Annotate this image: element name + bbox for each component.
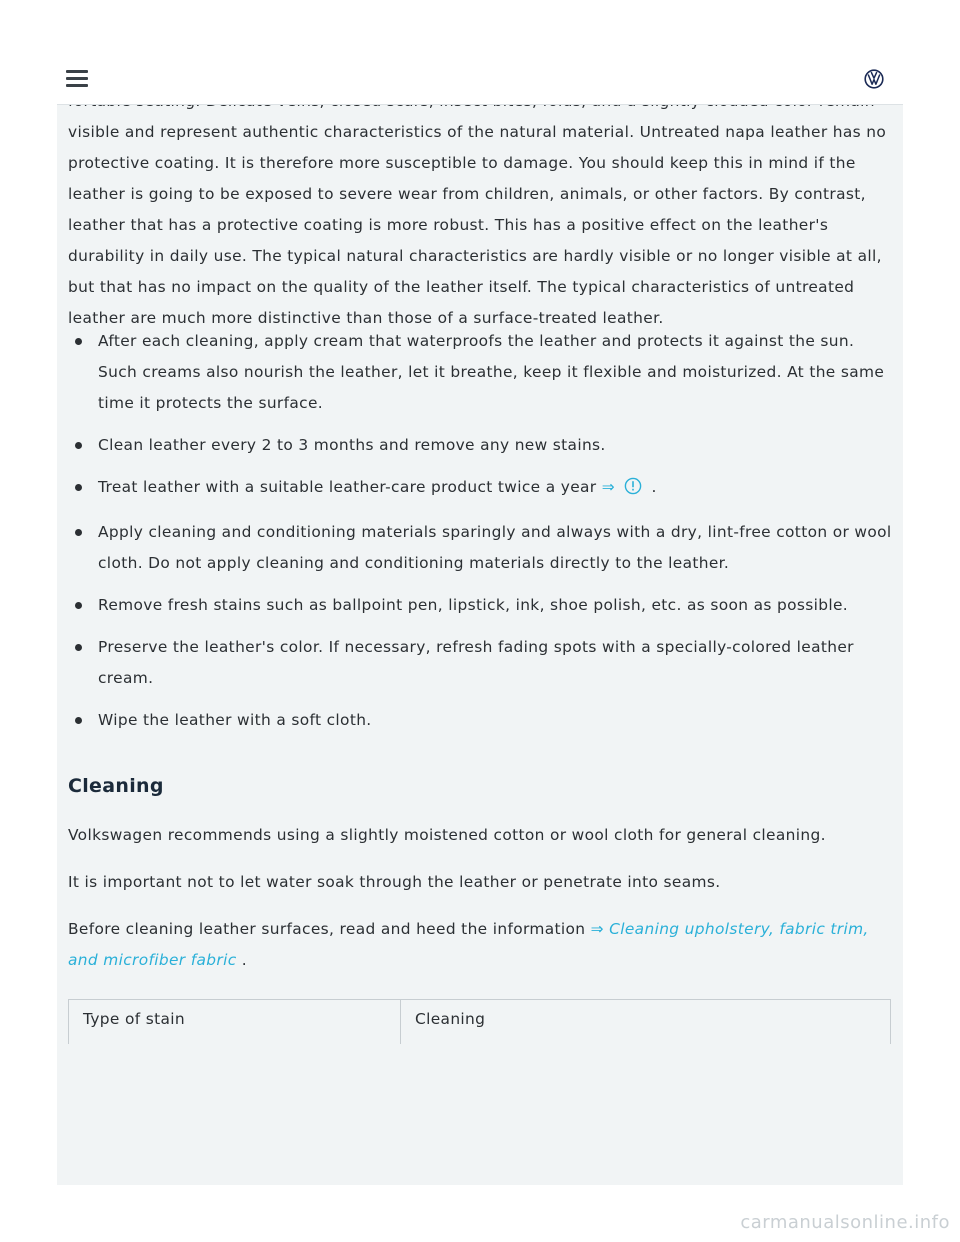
top-whitespace <box>57 0 903 56</box>
cleaning-paragraph-3: Before cleaning leather surfaces, read and heed the information ⇒ Cleaning upholstery, fabric trim, and microfiber fabric . <box>68 920 869 969</box>
list-item: After each cleaning, apply cream that waterproofs the leather and protects it against the sun. Such creams also nourish the leather, let it breathe, keep it flexible and moisturized. At the same time it protects the surface. <box>68 326 898 419</box>
table-header-cleaning: Cleaning <box>400 1000 891 1044</box>
table-header-type-of-stain: Type of stain <box>68 1000 400 1044</box>
vw-logo-icon[interactable] <box>864 69 884 89</box>
top-bar <box>57 56 903 105</box>
cleaning-upholstery-link[interactable]: ⇒ Cleaning upholstery, fabric trim, and microfiber fabric <box>68 920 869 969</box>
list-item: Treat leather with a suitable leather-care product twice a year ⇒ . <box>68 472 898 506</box>
cleaning-heading: Cleaning <box>68 775 164 797</box>
list-item: Wipe the leather with a soft cloth. <box>68 705 898 736</box>
list-item: Apply cleaning and conditioning materials sparingly and always with a dry, lint-free cotton or wool cloth. Do not apply cleaning and conditioning materials directly to the leather. <box>68 517 898 579</box>
content-panel <box>57 0 903 1185</box>
warning-icon <box>624 475 642 506</box>
intro-paragraph: visible and represent authentic characteristics of the natural material. Untreated napa leather has no protective coating. It is therefore more susceptible to damage. You should keep this in mind if the leather is going to be exposed to severe wear from children, animals, or other factors. By contrast, leather that has a protective coating is more robust. This has a positive effect on the leather's durability in daily use. The typical natural characteristics are hardly visible or no longer visible at all, but that has no impact on the quality of the leather itself. The typical characteristics of untreated leather are much more distinctive than those of a surface-treated leather. <box>68 123 887 327</box>
hamburger-menu-icon[interactable] <box>66 70 88 87</box>
list-item: Clean leather every 2 to 3 months and remove any new stains. <box>68 430 898 461</box>
watermark: carmanualsonline.info <box>740 1212 950 1233</box>
list-item: Remove fresh stains such as ballpoint pen, lipstick, ink, shoe polish, etc. as soon as possible. <box>68 590 898 621</box>
arrow-icon: ⇒ <box>601 478 615 496</box>
list-item: Preserve the leather's color. If necessary, refresh fading spots with a specially-colored leather cream. <box>68 632 898 694</box>
warning-reference-link[interactable] <box>602 478 652 496</box>
cleaning-paragraph-1: Volkswagen recommends using a slightly moistened cotton or wool cloth for general cleaning. <box>68 826 826 844</box>
cleaning-paragraph-2: It is important not to let water soak through the leather or penetrate into seams. <box>68 873 721 891</box>
